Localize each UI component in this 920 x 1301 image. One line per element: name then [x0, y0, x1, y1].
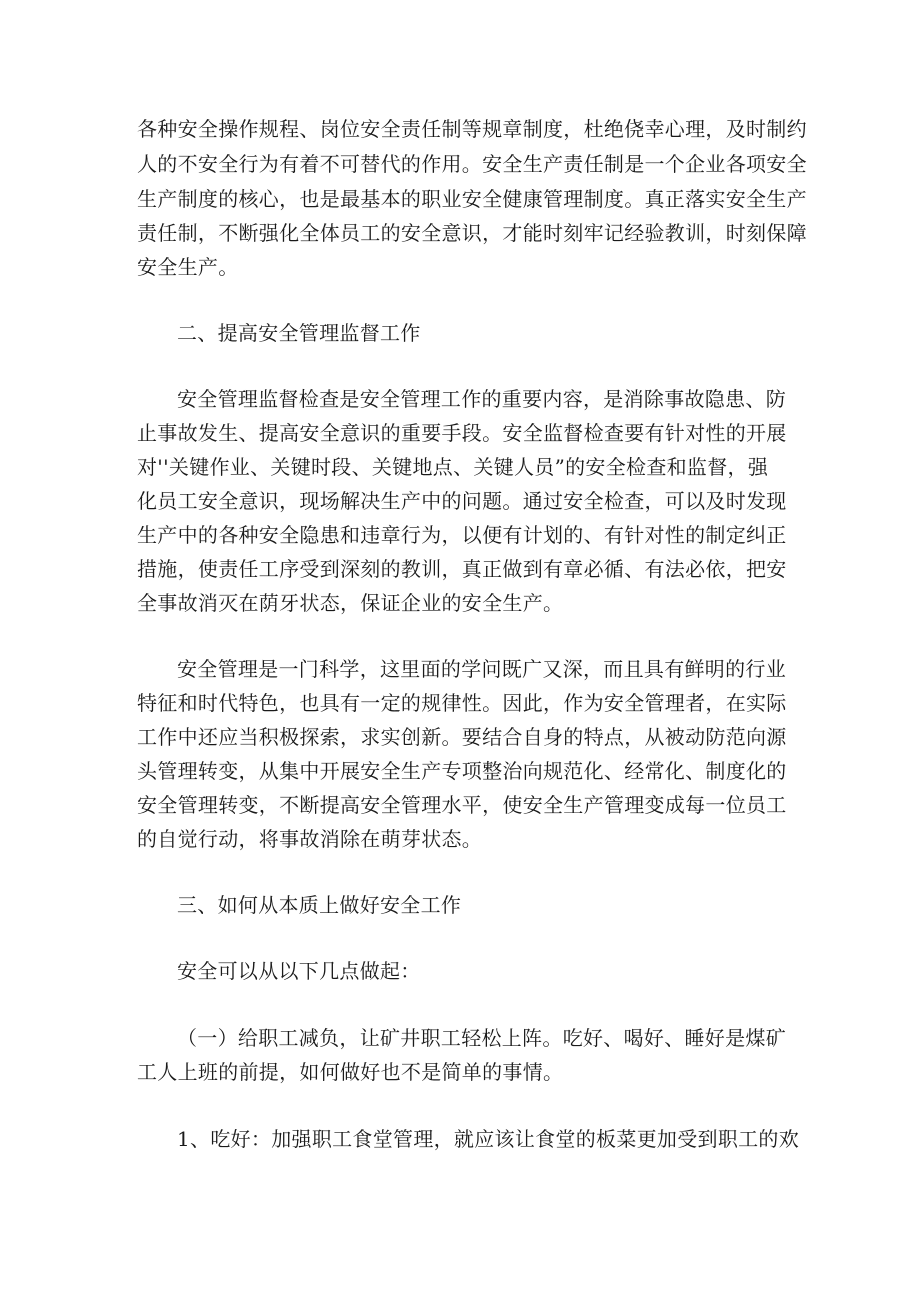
numbered-item-1: 1、吃好：加强职工食堂管理，就应该让食堂的板菜更加受到职工的欢 [177, 1127, 800, 1151]
sub-item-1-line-2: 工人上班的前提，如何做好也不是简单的事情。 [137, 1060, 564, 1084]
paragraph-4-line-2: 特征和时代特色，也具有一定的规律性。因此，作为安全管理者，在实际 [137, 691, 787, 715]
paragraph-1-line-4: 责任制，不断强化全体员工的安全意识，才能时刻牢记经验教训，时刻保障 [137, 221, 807, 245]
section-heading-2: 二、提高安全管理监督工作 [177, 321, 421, 345]
paragraph-3-line-7: 全事故消灭在荫牙状态，保证企业的安全生产。 [137, 591, 564, 615]
paragraph-3-line-4: 化员工安全意识，现场解决生产中的问题。通过安全检查，可以及时发现 [137, 489, 787, 513]
paragraph-4-line-3: 工作中还应当积极探索，求实创新。要结合自身的特点，从被动防范向源 [137, 725, 787, 749]
paragraph-1-line-5: 安全生产。 [137, 255, 239, 279]
section-heading-3: 三、如何从本质上做好安全工作 [177, 893, 462, 917]
paragraph-1-line-2: 人的不安全行为有着不可替代的作用。安全生产责任制是一个企业各项安全 [137, 152, 807, 176]
paragraph-4-line-4: 头管理转变，从集中开展安全生产专项整治向规范化、经常化、制度化的 [137, 759, 787, 783]
paragraph-1-line-1: 各种安全操作规程、岗位安全责任制等规章制度，杜绝侥幸心理，及时制约 [137, 117, 807, 141]
intro-line: 安全可以从以下几点做起： [177, 959, 421, 983]
paragraph-3-line-5: 生产中的各种安全隐患和违章行为，以便有计划的、有针对性的制定纠正 [137, 523, 787, 547]
sub-item-1-line-1: （一）给职工减负，让矿井职工轻松上阵。吃好、喝好、睡好是煤矿 [177, 1026, 786, 1050]
paragraph-4-line-6: 的自觉行动，将事故消除在萌芽状态。 [137, 827, 483, 851]
paragraph-3-line-2: 止事故发生、提高安全意识的重要手段。安全监督检查要有针对性的开展 [137, 421, 787, 445]
paragraph-3-line-6: 措施，使责任工序受到深刻的教训，真正做到有章必循、有法必依，把安 [137, 557, 787, 581]
paragraph-3-line-1: 安全管理监督检查是安全管理工作的重要内容，是消除事故隐患、防 [177, 387, 786, 411]
paragraph-3-line-3: 对''关键作业、关键时段、关键地点、关键人员”的安全检查和监督，强 [137, 455, 769, 479]
paragraph-1-line-3: 生产制度的核心，也是最基本的职业安全健康管理制度。真正落实安全生产 [137, 187, 807, 211]
paragraph-4-line-5: 安全管理转变，不断提高安全管理水平，使安全生产管理变成每一位员工 [137, 793, 787, 817]
paragraph-4-line-1: 安全管理是一门科学，这里面的学问既广又深，而且具有鲜明的行业 [177, 657, 786, 681]
